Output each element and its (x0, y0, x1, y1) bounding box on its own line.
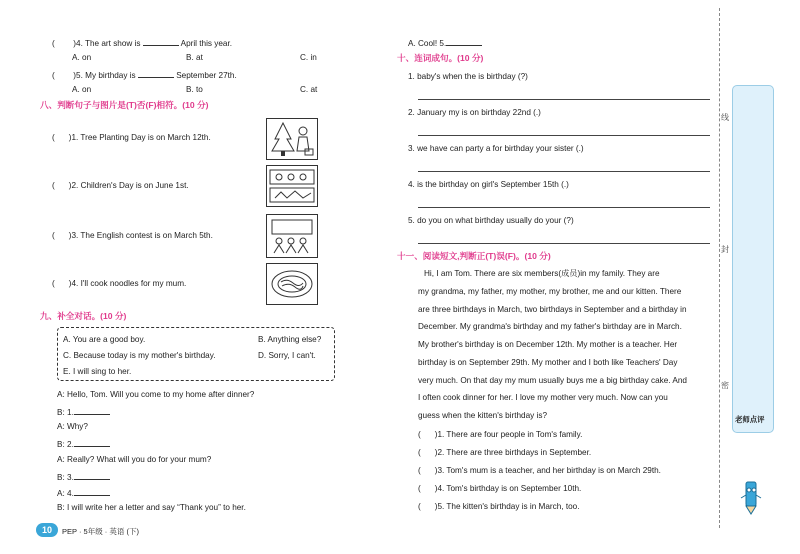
dialogue-text: A: Hello, Tom. Will you come to my home after dinner? (57, 390, 255, 399)
section-9-heading: 九、补全对话。(10 分) (40, 311, 127, 321)
binding-char: 封 (721, 245, 729, 254)
judge-text: )5. The kitten's birthday is in March, too. (434, 502, 580, 511)
option-b: B. at (186, 53, 203, 62)
paren-open: ( (418, 466, 421, 475)
option-c: C. Because today is my mother's birthday. (63, 351, 216, 360)
paren-open: ( (52, 279, 55, 288)
binding-line (719, 8, 720, 528)
answer-blank[interactable] (74, 438, 110, 447)
dialogue-line (57, 503, 246, 513)
judge-text: )1. There are four people in Tom's family. (434, 430, 583, 439)
dialogue-text: A: Really? What will you do for your mum? (57, 455, 212, 464)
dialogue-line (57, 438, 110, 450)
option-a: A. on (72, 53, 92, 62)
answer-blank[interactable] (143, 37, 179, 46)
option-a: A. You are a good boy. (63, 335, 146, 344)
passage-line: very much. On that day my mum usually buys me a big birthday cake. And (418, 376, 687, 385)
option-b: B. to (186, 85, 203, 94)
paren-open: ( (52, 133, 55, 142)
paren-open: ( (418, 502, 421, 511)
judge-item-1 (418, 430, 582, 440)
paren-open: ( (52, 71, 55, 80)
passage-line: my grandma, my father, my mother, my brother, me and our kitten. There (418, 287, 682, 296)
option-d: D. Sorry, I can't. (258, 351, 316, 360)
picture-english-contest (266, 214, 318, 258)
page-number: 10 (36, 523, 58, 537)
option-e: E. I will sing to her. (63, 367, 132, 376)
dialogue-line (57, 390, 254, 400)
judge-text: )2. There are three birthdays in September. (434, 448, 592, 457)
question-text-after: April this year. (180, 39, 233, 48)
section-10-heading: 十、连词成句。(10 分) (397, 53, 484, 63)
sentence-item-3: 3. we have can party a for birthday your sister (.) (408, 144, 584, 153)
answer-blank[interactable] (446, 37, 482, 46)
passage-line: I often cook dinner for her. I love my mother very much. Now can you (418, 393, 668, 402)
sentence-item-4: 4. is the birthday on girl's September 15th (.) (408, 180, 569, 189)
picture-noodles (266, 263, 318, 305)
judge-item-5 (418, 502, 580, 512)
judge-item-3 (418, 466, 661, 476)
paren-open: ( (418, 448, 421, 457)
judge-text: )3. The English contest is on March 5th. (68, 231, 213, 240)
dialogue-line (57, 471, 110, 483)
judge-item-1 (52, 133, 211, 143)
judge-text: )1. Tree Planting Day is on March 12th. (68, 133, 211, 142)
answer-line[interactable] (418, 207, 710, 208)
paren-open: ( (418, 430, 421, 439)
sentence-item-1: 1. baby's when the is birthday (?) (408, 72, 528, 81)
passage-line: My brother's birthday is on December 12th. My mother is a teacher. Her (418, 340, 678, 349)
passage-line: December. My grandma's birthday and my father's birthday are in March. (418, 322, 682, 331)
paren-open: ( (52, 181, 55, 190)
answer-line[interactable] (418, 171, 710, 172)
answer-line[interactable] (418, 243, 710, 244)
judge-item-4 (418, 484, 581, 494)
judge-text: )4. Tom's birthday is on September 10th. (434, 484, 582, 493)
section-8-heading: 八、判断句子与图片是(T)否(F)相符。(10 分) (40, 100, 209, 110)
picture-childrens-day (266, 165, 318, 207)
question-text: )5. My birthday is (73, 71, 136, 80)
answer-blank[interactable] (138, 69, 174, 78)
option-c: C. in (300, 53, 317, 62)
dialogue-text: A: 4. (57, 489, 74, 498)
dialogue-text: B: 3. (57, 473, 74, 482)
dialogue-line (57, 487, 110, 499)
prev-answer-text: A. Cool! 5. (408, 39, 447, 48)
dialogue-line (57, 422, 88, 432)
sentence-item-2: 2. January my is on birthday 22nd (.) (408, 108, 541, 117)
answer-line[interactable] (418, 99, 710, 100)
footer-text: PEP · 5年级 · 英语 (下) (62, 527, 139, 536)
binding-char: 密 (721, 381, 729, 390)
dialogue-text: B: 1. (57, 408, 74, 417)
paren-open: ( (418, 484, 421, 493)
section-11-heading: 十一、阅读短文,判断正(T)误(F)。(10 分) (397, 251, 551, 261)
dialogue-line (57, 406, 110, 418)
judge-item-4 (52, 279, 186, 289)
question-item (52, 69, 237, 81)
judge-item-2 (418, 448, 591, 458)
dialogue-line (57, 455, 211, 465)
teacher-comment-label: 老师点评 (735, 415, 765, 424)
answer-line[interactable] (418, 135, 710, 136)
judge-text: )2. Children's Day is on June 1st. (68, 181, 189, 190)
binding-char: 线 (721, 113, 729, 122)
sentence-item-5: 5. do you on what birthday usually do your (?) (408, 216, 574, 225)
option-a: A. on (72, 85, 92, 94)
passage-line: birthday is on September 29th. My mother and I both like Teachers' Day (418, 358, 678, 367)
picture-christmas-tree (266, 118, 318, 160)
question-text-after: September 27th. (176, 71, 237, 80)
question-item (52, 37, 232, 49)
dialogue-text: B: 2. (57, 440, 74, 449)
teacher-comment-box[interactable] (732, 85, 774, 433)
passage-line: Hi, I am Tom. There are six members(成员)in my family. They are (424, 269, 660, 278)
question-text: )4. The art show is (73, 39, 141, 48)
answer-blank[interactable] (74, 487, 110, 496)
answer-blank[interactable] (74, 406, 110, 415)
judge-text: )3. Tom's mum is a teacher, and her birthday is on March 29th. (434, 466, 661, 475)
dialogue-text: B: I will write her a letter and say “Thank you” to her. (57, 503, 246, 512)
answer-blank[interactable] (74, 471, 110, 480)
mascot-pencil-icon (738, 478, 764, 518)
passage-line: are three birthdays in March, two birthdays in September and a birthday in (418, 305, 687, 314)
paren-open: ( (52, 39, 55, 48)
prev-answer-line (408, 37, 482, 49)
option-b: B. Anything else? (258, 335, 322, 344)
option-c: C. at (300, 85, 318, 94)
judge-text: )4. I'll cook noodles for my mum. (68, 279, 187, 288)
passage-line: guess when the kitten's birthday is? (418, 411, 547, 420)
judge-item-2 (52, 181, 189, 191)
judge-item-3 (52, 231, 213, 241)
paren-open: ( (52, 231, 55, 240)
dialogue-text: A: Why? (57, 422, 88, 431)
